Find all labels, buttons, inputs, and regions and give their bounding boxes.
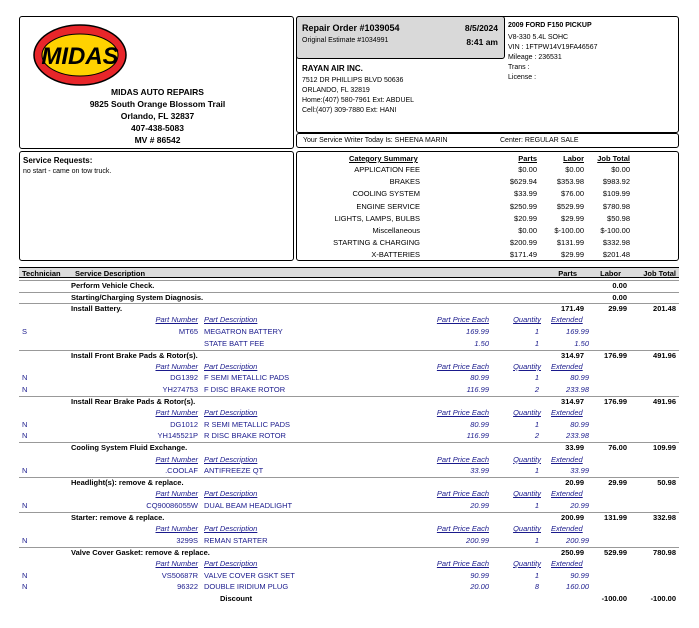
category-amount: $0.00 bbox=[565, 165, 584, 174]
category-amount: $629.94 bbox=[509, 177, 537, 187]
part-price: 169.99 bbox=[466, 326, 489, 336]
part-description: R DISC BRAKE ROTOR bbox=[204, 431, 286, 441]
part-description-header: Part Description bbox=[204, 558, 258, 568]
job-title: Valve Cover Gasket: remove & replace. bbox=[71, 547, 210, 557]
col-technician: Technician bbox=[22, 269, 61, 278]
technician-code: N bbox=[22, 500, 28, 510]
part-description-header: Part Description bbox=[204, 454, 258, 464]
part-number-header: Part Number bbox=[155, 408, 198, 418]
service-writer-box bbox=[296, 133, 679, 148]
shop-mv: MV # 86542 bbox=[134, 135, 181, 145]
job-labor-amount: 176.99 bbox=[604, 397, 627, 406]
technician-code: S bbox=[22, 326, 28, 336]
part-extended: 169.99 bbox=[566, 326, 589, 336]
part-extended: 90.99 bbox=[570, 570, 589, 580]
part-description-header: Part Description bbox=[204, 524, 258, 534]
job-parts-amount: 250.99 bbox=[561, 547, 584, 557]
technician-code: N bbox=[22, 419, 28, 429]
midas-logo bbox=[32, 23, 128, 87]
extended-header: Extended bbox=[551, 408, 583, 418]
part-quantity: 8 bbox=[534, 582, 539, 592]
part-description: ANTIFREEZE QT bbox=[204, 466, 264, 476]
part-description: MEGATRON BATTERY bbox=[204, 326, 283, 336]
quantity-header: Quantity bbox=[513, 361, 541, 371]
technician-code: N bbox=[22, 431, 28, 441]
category-amount: $20.99 bbox=[514, 213, 537, 223]
category-summary-header: Labor bbox=[563, 154, 584, 163]
category-amount: $250.99 bbox=[509, 201, 537, 211]
category-amount: $29.99 bbox=[561, 213, 584, 223]
job-total-amount: 109.99 bbox=[653, 443, 676, 453]
category-summary-header: Category Summary bbox=[349, 154, 418, 163]
category-amount: $29.99 bbox=[561, 250, 584, 260]
job-title: Cooling System Fluid Exchange. bbox=[71, 443, 188, 453]
part-quantity: 1 bbox=[534, 373, 539, 383]
service-requests-title: Service Requests: bbox=[23, 156, 93, 165]
part-extended: 1.50 bbox=[574, 338, 589, 348]
job-labor-amount: 0.00 bbox=[612, 292, 627, 302]
part-extended: 80.99 bbox=[570, 419, 589, 429]
discount-total: -100.00 bbox=[650, 593, 676, 603]
category-name: BRAKES bbox=[389, 177, 420, 187]
part-extended: 160.00 bbox=[566, 582, 589, 592]
job-labor-amount: 0.00 bbox=[612, 281, 627, 290]
service-writer: Your Service Writer Today Is: SHEENA MARIN bbox=[303, 137, 448, 144]
part-price-header: Part Price Each bbox=[436, 558, 489, 568]
category-amount: $131.99 bbox=[556, 238, 584, 248]
vehicle-model: 2009 FORD F150 PICKUP bbox=[508, 22, 592, 29]
part-number: VS50687R bbox=[161, 570, 198, 580]
part-price: 20.99 bbox=[470, 500, 489, 510]
quantity-header: Quantity bbox=[513, 454, 541, 464]
technician-code: N bbox=[22, 535, 28, 545]
category-amount: $200.99 bbox=[509, 238, 537, 248]
category-name: Miscellaneous bbox=[372, 226, 420, 235]
category-name: STARTING & CHARGING bbox=[333, 238, 420, 248]
quantity-header: Quantity bbox=[513, 558, 541, 568]
part-description: REMAN STARTER bbox=[204, 535, 268, 545]
category-amount: $0.00 bbox=[518, 226, 537, 235]
part-price: 116.99 bbox=[466, 431, 489, 441]
job-parts-amount: 33.99 bbox=[565, 443, 584, 453]
part-number: MT65 bbox=[178, 326, 198, 336]
job-title: Starting/Charging System Diagnosis. bbox=[71, 292, 204, 302]
part-description-header: Part Description bbox=[204, 408, 258, 418]
part-quantity: 2 bbox=[534, 384, 539, 394]
vehicle-vin: VIN : 1FTPW14V19FA46567 bbox=[508, 44, 598, 51]
customer-city: ORLANDO, FL 32819 bbox=[302, 87, 370, 94]
part-price: 80.99 bbox=[470, 373, 489, 383]
category-amount: $353.98 bbox=[556, 177, 584, 187]
order-time: 8:41 am bbox=[466, 37, 498, 47]
technician-code: N bbox=[22, 466, 28, 476]
part-price: 33.99 bbox=[470, 466, 489, 476]
part-description-header: Part Description bbox=[204, 315, 258, 325]
part-description: VALVE COVER GSKT SET bbox=[204, 570, 295, 580]
part-extended: 233.98 bbox=[566, 384, 589, 394]
part-price-header: Part Price Each bbox=[436, 361, 489, 371]
service-requests-text: no start - came on tow truck. bbox=[23, 168, 112, 175]
extended-header: Extended bbox=[551, 361, 583, 371]
vehicle-license: License : bbox=[508, 74, 537, 81]
job-labor-amount: 29.99 bbox=[608, 478, 627, 488]
job-labor-amount: 29.99 bbox=[608, 304, 627, 314]
part-extended: 33.99 bbox=[570, 466, 589, 476]
category-amount: $76.00 bbox=[561, 189, 584, 199]
quantity-header: Quantity bbox=[513, 489, 541, 499]
col-job-total: Job Total bbox=[643, 269, 676, 278]
job-labor-amount: 76.00 bbox=[608, 443, 627, 453]
discount-label: Discount bbox=[220, 593, 253, 603]
quantity-header: Quantity bbox=[513, 408, 541, 418]
part-extended: 200.99 bbox=[566, 535, 589, 545]
category-amount: $171.49 bbox=[509, 250, 537, 260]
part-quantity: 1 bbox=[534, 419, 539, 429]
part-number: DG1012 bbox=[170, 419, 198, 429]
job-parts-amount: 20.99 bbox=[565, 478, 584, 488]
svg-text:MIDAS: MIDAS bbox=[41, 43, 119, 70]
customer-address: 7512 DR PHILLIPS BLVD 50636 bbox=[302, 77, 404, 84]
job-total-amount: 491.96 bbox=[653, 397, 676, 406]
original-estimate: Original Estimate #1034991 bbox=[302, 37, 389, 44]
category-name: APPLICATION FEE bbox=[354, 165, 420, 174]
part-description: F DISC BRAKE ROTOR bbox=[204, 384, 286, 394]
service-center: Center: REGULAR SALE bbox=[500, 137, 579, 144]
shop-address: 9825 South Orange Blossom Trail bbox=[89, 99, 226, 109]
part-price-header: Part Price Each bbox=[436, 408, 489, 418]
category-amount: $50.98 bbox=[607, 213, 630, 223]
part-number-header: Part Number bbox=[155, 524, 198, 534]
customer-vehicle-content bbox=[296, 16, 679, 133]
job-title: Install Front Brake Pads & Rotor(s). bbox=[71, 350, 198, 360]
extended-header: Extended bbox=[551, 489, 583, 499]
service-requests-box bbox=[19, 151, 294, 261]
part-number: 3299S bbox=[176, 535, 198, 545]
part-description: F SEMI METALLIC PADS bbox=[204, 373, 290, 383]
part-number: DG1392 bbox=[170, 373, 198, 383]
category-amount: $33.99 bbox=[514, 189, 537, 199]
category-amount: $0.00 bbox=[518, 165, 537, 174]
repair-order-number: Repair Order #1039054 bbox=[302, 23, 400, 33]
category-summary-header: Parts bbox=[518, 154, 537, 163]
category-summary-header: Job Total bbox=[597, 154, 630, 163]
part-description-header: Part Description bbox=[204, 361, 258, 371]
part-number: YH145521P bbox=[157, 431, 198, 441]
part-price: 1.50 bbox=[474, 338, 489, 348]
quantity-header: Quantity bbox=[513, 524, 541, 534]
job-parts-amount: 200.99 bbox=[561, 513, 584, 522]
service-table-header bbox=[19, 267, 679, 278]
shop-city: Orlando, FL 32837 bbox=[120, 111, 195, 121]
extended-header: Extended bbox=[551, 558, 583, 568]
part-quantity: 1 bbox=[534, 535, 539, 545]
shop-info-box bbox=[19, 16, 294, 149]
part-quantity: 2 bbox=[534, 431, 539, 441]
part-extended: 233.98 bbox=[566, 431, 589, 441]
part-number-header: Part Number bbox=[155, 489, 198, 499]
job-total-amount: 50.98 bbox=[657, 478, 676, 488]
category-summary-table bbox=[297, 152, 680, 262]
part-number-header: Part Number bbox=[155, 361, 198, 371]
part-extended: 20.99 bbox=[570, 500, 589, 510]
category-name: COOLING SYSTEM bbox=[352, 189, 420, 199]
job-parts-amount: 314.97 bbox=[561, 397, 584, 406]
category-amount: $332.98 bbox=[602, 238, 630, 248]
job-title: Install Rear Brake Pads & Rotor(s). bbox=[71, 397, 196, 406]
discount-labor: -100.00 bbox=[601, 593, 627, 603]
part-price: 20.00 bbox=[470, 582, 489, 592]
part-extended: 80.99 bbox=[570, 373, 589, 383]
category-amount: $-100.00 bbox=[554, 226, 584, 235]
part-price: 90.99 bbox=[470, 570, 489, 580]
vehicle-mileage: Mileage : 236531 bbox=[508, 54, 562, 61]
part-quantity: 1 bbox=[534, 500, 539, 510]
category-amount: $780.98 bbox=[602, 201, 630, 211]
job-total-amount: 332.98 bbox=[653, 513, 676, 522]
part-number-header: Part Number bbox=[155, 558, 198, 568]
extended-header: Extended bbox=[551, 524, 583, 534]
col-labor: Labor bbox=[600, 269, 621, 278]
technician-code: N bbox=[22, 373, 28, 383]
category-amount: $983.92 bbox=[602, 177, 630, 187]
part-price-header: Part Price Each bbox=[436, 454, 489, 464]
col-parts: Parts bbox=[558, 269, 577, 278]
customer-name: RAYAN AIR INC. bbox=[302, 64, 363, 73]
job-total-amount: 780.98 bbox=[653, 547, 676, 557]
technician-code: N bbox=[22, 582, 28, 592]
customer-cell-phone: Cell:(407) 309-7880 Ext: HANI bbox=[302, 107, 397, 114]
category-amount: $0.00 bbox=[611, 165, 630, 174]
job-parts-amount: 314.97 bbox=[561, 350, 584, 360]
part-price: 200.99 bbox=[466, 535, 489, 545]
part-number-header: Part Number bbox=[155, 454, 198, 464]
part-price-header: Part Price Each bbox=[436, 315, 489, 325]
part-price-header: Part Price Each bbox=[436, 489, 489, 499]
part-quantity: 1 bbox=[534, 338, 539, 348]
technician-code: N bbox=[22, 570, 28, 580]
part-number: 96322 bbox=[177, 582, 198, 592]
extended-header: Extended bbox=[551, 454, 583, 464]
job-parts-amount: 171.49 bbox=[561, 304, 584, 314]
part-description: R SEMI METALLIC PADS bbox=[204, 419, 290, 429]
part-price-header: Part Price Each bbox=[436, 524, 489, 534]
order-date: 8/5/2024 bbox=[464, 23, 498, 33]
job-title: Starter: remove & replace. bbox=[71, 513, 165, 522]
part-price: 80.99 bbox=[470, 419, 489, 429]
category-amount: $109.99 bbox=[602, 189, 630, 199]
part-description-header: Part Description bbox=[204, 489, 258, 499]
job-title: Install Battery. bbox=[71, 304, 123, 314]
part-number: CQ90086055W bbox=[146, 500, 198, 510]
shop-name: MIDAS AUTO REPAIRS bbox=[111, 87, 204, 97]
extended-header: Extended bbox=[551, 315, 583, 325]
part-quantity: 1 bbox=[534, 570, 539, 580]
category-summary-box bbox=[296, 151, 679, 261]
part-description: DUAL BEAM HEADLIGHT bbox=[204, 500, 293, 510]
part-description: STATE BATT FEE bbox=[204, 338, 265, 348]
col-service-description: Service Description bbox=[75, 269, 146, 278]
job-total-amount: 491.96 bbox=[653, 350, 676, 360]
part-description: DOUBLE IRIDIUM PLUG bbox=[204, 582, 289, 592]
part-number: YH274753 bbox=[162, 384, 198, 394]
part-price: 116.99 bbox=[466, 384, 489, 394]
category-name: X-BATTERIES bbox=[371, 250, 420, 260]
part-number-header: Part Number bbox=[155, 315, 198, 325]
job-title: Headlight(s): remove & replace. bbox=[71, 478, 184, 488]
job-total-amount: 201.48 bbox=[653, 304, 676, 314]
category-name: LIGHTS, LAMPS, BULBS bbox=[334, 213, 420, 223]
vehicle-trans: Trans : bbox=[508, 64, 530, 71]
job-labor-amount: 529.99 bbox=[604, 547, 627, 557]
job-title: Perform Vehicle Check. bbox=[71, 281, 155, 290]
customer-home-phone: Home:(407) 580-7961 Ext: ABDUEL bbox=[302, 97, 415, 104]
shop-phone: 407-438-5083 bbox=[131, 123, 184, 133]
category-amount: $529.99 bbox=[556, 201, 584, 211]
part-number: .COOLAF bbox=[165, 466, 198, 476]
part-quantity: 1 bbox=[534, 326, 539, 336]
vehicle-engine: V8-330 5.4L SOHC bbox=[508, 34, 569, 41]
quantity-header: Quantity bbox=[513, 315, 541, 325]
category-amount: $-100.00 bbox=[600, 226, 630, 235]
category-amount: $201.48 bbox=[602, 250, 630, 260]
job-labor-amount: 176.99 bbox=[604, 350, 627, 360]
technician-code: N bbox=[22, 384, 28, 394]
category-name: ENGINE SERVICE bbox=[356, 201, 420, 211]
job-labor-amount: 131.99 bbox=[604, 513, 627, 522]
part-quantity: 1 bbox=[534, 466, 539, 476]
